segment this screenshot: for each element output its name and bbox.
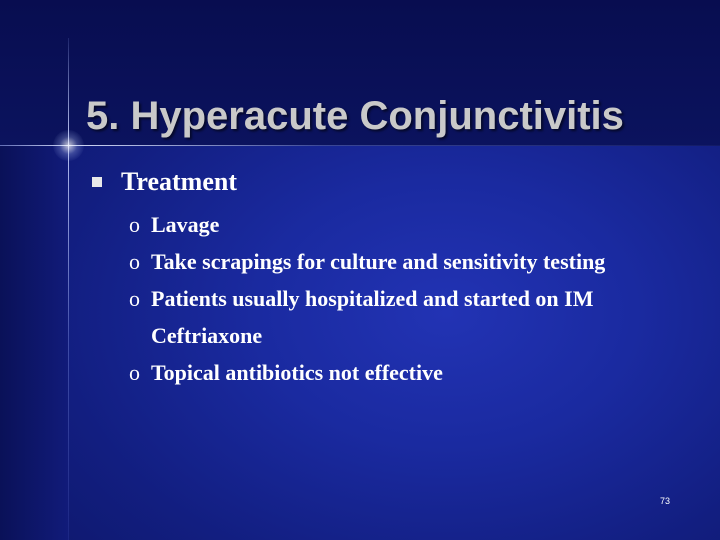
circle-bullet-icon: o [129,249,140,274]
sub-bullet-text: Topical antibiotics not effective [151,360,443,385]
sub-bullet-item [129,243,689,280]
sub-bullet-item [129,206,689,243]
bullet-treatment [92,166,237,198]
page-number: 73 [659,496,670,506]
sub-bullet-text: Lavage [151,212,220,237]
circle-bullet-icon: o [129,286,140,311]
circle-bullet-icon: o [129,360,140,385]
square-bullet-icon [92,177,102,187]
circle-bullet-icon: o [129,212,140,237]
sub-bullet-item [129,280,689,354]
left-band [0,146,69,540]
sub-bullet-item [129,354,689,391]
bullet-label: Treatment [121,167,237,196]
sub-bullet-text: Take scrapings for culture and sensitivity testing [151,249,606,274]
crosshair-glow [53,130,84,161]
horizontal-accent-line [0,145,720,146]
sub-bullet-text: Patients usually hospitalized and started on IM Ceftriaxone [151,286,594,348]
slide-title: 5. Hyperacute Conjunctivitis [86,94,624,138]
sub-bullet-list [129,206,689,391]
vertical-accent-line [68,38,69,540]
